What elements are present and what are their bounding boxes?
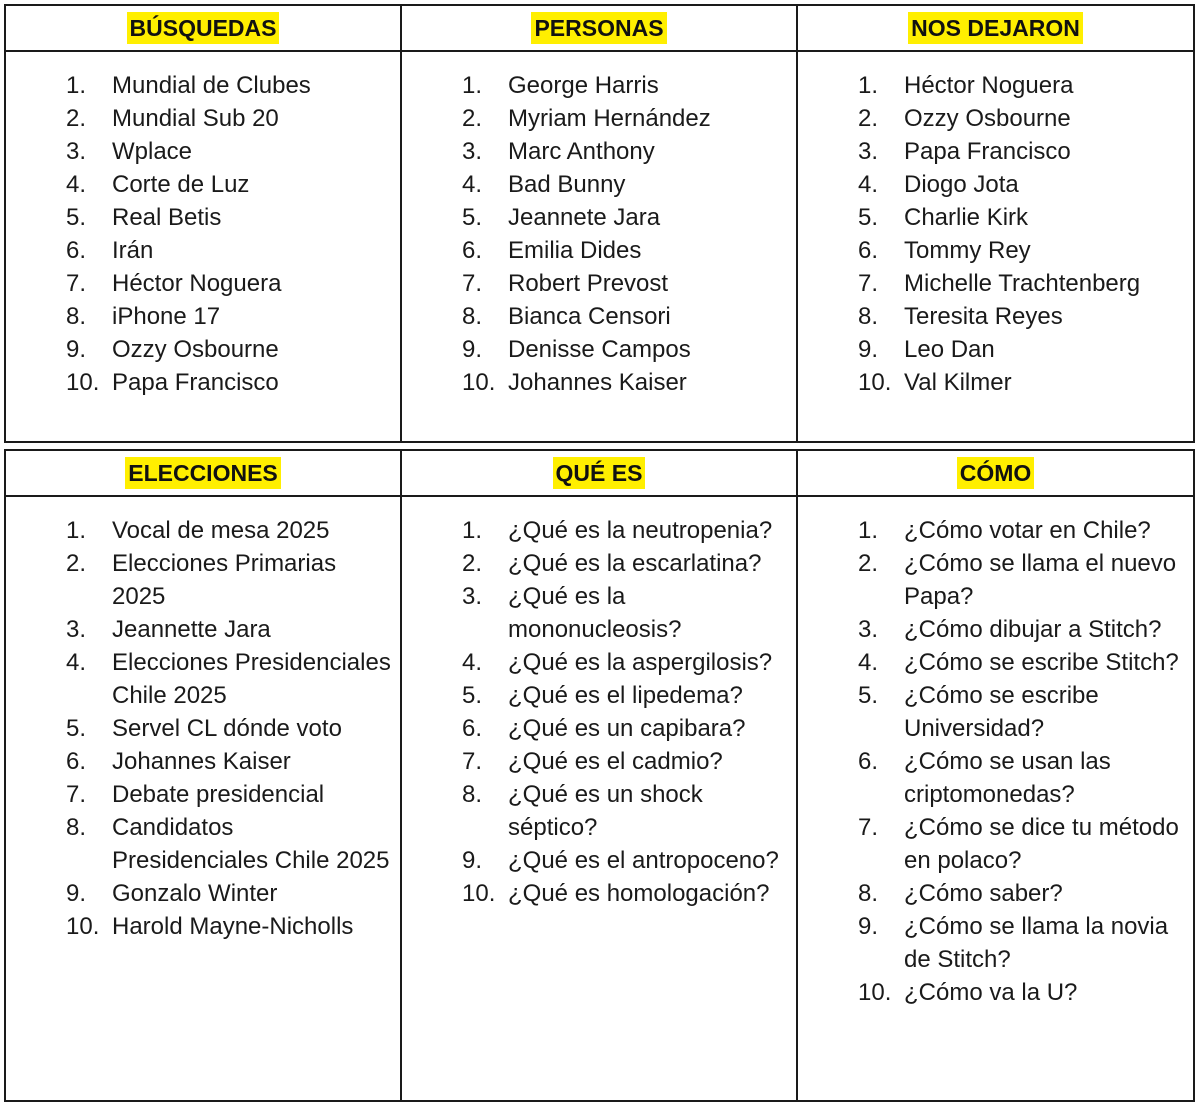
list-item bbox=[402, 514, 796, 547]
item-number: 5. bbox=[858, 204, 879, 231]
item-text: ¿Cómo se escribe Stitch? bbox=[904, 649, 1179, 676]
item-text: George Harris bbox=[508, 72, 659, 99]
list-item bbox=[402, 844, 796, 877]
list-item bbox=[798, 811, 1193, 877]
busquedas-heading: BÚSQUEDAS bbox=[127, 12, 280, 44]
list-item bbox=[798, 102, 1193, 135]
list-item bbox=[798, 300, 1193, 333]
list-item bbox=[402, 679, 796, 712]
que-es-header-cell bbox=[401, 450, 797, 496]
item-text: Tommy Rey bbox=[904, 237, 1031, 264]
list-item bbox=[798, 514, 1193, 547]
item-text: Ozzy Osbourne bbox=[112, 336, 279, 363]
item-number: 5. bbox=[66, 204, 87, 231]
list-item bbox=[402, 201, 796, 234]
item-text: ¿Cómo saber? bbox=[904, 880, 1063, 907]
item-text: Vocal de mesa 2025 bbox=[112, 517, 330, 544]
item-text: Héctor Noguera bbox=[112, 270, 282, 297]
item-text: Myriam Hernández bbox=[508, 105, 711, 132]
item-number: 1. bbox=[858, 72, 879, 99]
que-es-heading: QUÉ ES bbox=[553, 457, 646, 489]
item-text: Marc Anthony bbox=[508, 138, 655, 165]
elecciones-list bbox=[6, 497, 400, 943]
list-item bbox=[798, 168, 1193, 201]
item-text: ¿Qué es homologación? bbox=[508, 880, 770, 907]
item-number: 6. bbox=[66, 237, 87, 264]
como-heading: CÓMO bbox=[957, 457, 1035, 489]
bottom-ranking-table bbox=[4, 449, 1195, 1102]
item-text: Mundial Sub 20 bbox=[112, 105, 279, 132]
item-number: 2. bbox=[858, 105, 879, 132]
item-text: ¿Cómo se dice tu método en polaco? bbox=[904, 814, 1179, 874]
elecciones-cell bbox=[5, 496, 401, 1101]
item-text: iPhone 17 bbox=[112, 303, 221, 330]
item-text: Johannes Kaiser bbox=[112, 748, 291, 775]
top-ranking-table bbox=[4, 4, 1195, 443]
bottom-header-row bbox=[5, 450, 1194, 496]
item-number: 4. bbox=[66, 649, 87, 676]
list-item bbox=[798, 366, 1193, 399]
item-number: 9. bbox=[462, 336, 483, 363]
list-item bbox=[798, 234, 1193, 267]
item-text: Candidatos Presidenciales Chile 2025 bbox=[112, 814, 390, 874]
nos-dejaron-header-cell bbox=[797, 5, 1194, 51]
bottom-body-row bbox=[5, 496, 1194, 1101]
list-item bbox=[402, 102, 796, 135]
list-item bbox=[798, 976, 1193, 1009]
item-number: 3. bbox=[858, 616, 879, 643]
item-number: 10. bbox=[462, 369, 496, 396]
item-number: 8. bbox=[858, 303, 879, 330]
item-number: 2. bbox=[462, 550, 483, 577]
item-text: ¿Qué es el lipedema? bbox=[508, 682, 743, 709]
como-list bbox=[798, 497, 1193, 1009]
list-item bbox=[798, 646, 1193, 679]
item-number: 9. bbox=[858, 913, 879, 940]
item-number: 4. bbox=[462, 171, 483, 198]
item-number: 7. bbox=[462, 748, 483, 775]
item-number: 8. bbox=[66, 814, 87, 841]
item-number: 5. bbox=[66, 715, 87, 742]
item-number: 8. bbox=[462, 781, 483, 808]
list-item bbox=[6, 811, 400, 877]
item-number: 8. bbox=[858, 880, 879, 907]
nos-dejaron-cell bbox=[797, 51, 1194, 442]
item-number: 3. bbox=[66, 616, 87, 643]
list-item bbox=[6, 201, 400, 234]
item-text: ¿Cómo se usan las criptomonedas? bbox=[904, 748, 1111, 808]
item-text: Corte de Luz bbox=[112, 171, 250, 198]
item-number: 4. bbox=[858, 649, 879, 676]
item-text: Leo Dan bbox=[904, 336, 995, 363]
item-text: Johannes Kaiser bbox=[508, 369, 687, 396]
item-number: 2. bbox=[66, 550, 87, 577]
elecciones-heading: ELECCIONES bbox=[125, 457, 281, 489]
item-text: Papa Francisco bbox=[112, 369, 279, 396]
item-text: ¿Cómo se escribe Universidad? bbox=[904, 682, 1099, 742]
item-text: Bad Bunny bbox=[508, 171, 626, 198]
item-number: 7. bbox=[462, 270, 483, 297]
item-number: 8. bbox=[66, 303, 87, 330]
item-number: 1. bbox=[858, 517, 879, 544]
item-number: 6. bbox=[858, 237, 879, 264]
nos-dejaron-list bbox=[798, 52, 1193, 399]
item-text: Harold Mayne-Nicholls bbox=[112, 913, 354, 940]
item-number: 2. bbox=[66, 105, 87, 132]
item-text: Bianca Censori bbox=[508, 303, 671, 330]
item-number: 1. bbox=[66, 517, 87, 544]
item-text: Debate presidencial bbox=[112, 781, 325, 808]
item-text: ¿Qué es la aspergilosis? bbox=[508, 649, 773, 676]
personas-header-cell bbox=[401, 5, 797, 51]
list-item bbox=[402, 168, 796, 201]
list-item bbox=[798, 547, 1193, 613]
nos-dejaron-heading: NOS DEJARON bbox=[908, 12, 1083, 44]
item-number: 5. bbox=[462, 204, 483, 231]
list-item bbox=[798, 135, 1193, 168]
item-number: 1. bbox=[462, 72, 483, 99]
personas-list bbox=[402, 52, 796, 399]
top-body-row bbox=[5, 51, 1194, 442]
list-item bbox=[402, 646, 796, 679]
list-item bbox=[402, 234, 796, 267]
item-number: 3. bbox=[462, 583, 483, 610]
item-text: Elecciones Primarias 2025 bbox=[112, 550, 337, 610]
item-text: Emilia Dides bbox=[508, 237, 642, 264]
list-item bbox=[798, 613, 1193, 646]
item-text: Mundial de Clubes bbox=[112, 72, 311, 99]
item-text: Robert Prevost bbox=[508, 270, 669, 297]
item-text: Michelle Trachtenberg bbox=[904, 270, 1141, 297]
que-es-list bbox=[402, 497, 796, 910]
item-text: ¿Cómo dibujar a Stitch? bbox=[904, 616, 1162, 643]
list-item bbox=[402, 712, 796, 745]
list-item bbox=[6, 168, 400, 201]
list-item bbox=[6, 712, 400, 745]
busquedas-header-cell bbox=[5, 5, 401, 51]
item-number: 1. bbox=[66, 72, 87, 99]
item-text: Elecciones Presidenciales Chile 2025 bbox=[112, 649, 391, 709]
item-number: 10. bbox=[462, 880, 496, 907]
item-text: Papa Francisco bbox=[904, 138, 1071, 165]
list-item bbox=[798, 69, 1193, 102]
item-text: Teresita Reyes bbox=[904, 303, 1063, 330]
item-text: ¿Qué es el cadmio? bbox=[508, 748, 723, 775]
list-item bbox=[6, 300, 400, 333]
top-header-row bbox=[5, 5, 1194, 51]
list-item bbox=[402, 333, 796, 366]
item-number: 10. bbox=[66, 913, 100, 940]
item-number: 2. bbox=[462, 105, 483, 132]
item-number: 7. bbox=[858, 270, 879, 297]
item-number: 5. bbox=[858, 682, 879, 709]
item-text: ¿Qué es la escarlatina? bbox=[508, 550, 762, 577]
item-number: 4. bbox=[858, 171, 879, 198]
item-number: 9. bbox=[66, 880, 87, 907]
item-text: ¿Cómo va la U? bbox=[904, 979, 1078, 1006]
item-number: 7. bbox=[66, 270, 87, 297]
item-text: ¿Cómo votar en Chile? bbox=[904, 517, 1151, 544]
item-number: 1. bbox=[462, 517, 483, 544]
list-item bbox=[6, 234, 400, 267]
list-item bbox=[6, 877, 400, 910]
item-number: 8. bbox=[462, 303, 483, 330]
list-item bbox=[798, 333, 1193, 366]
personas-cell bbox=[401, 51, 797, 442]
list-item bbox=[6, 547, 400, 613]
elecciones-header-cell bbox=[5, 450, 401, 496]
item-number: 9. bbox=[66, 336, 87, 363]
item-number: 3. bbox=[858, 138, 879, 165]
item-text: ¿Qué es la neutropenia? bbox=[508, 517, 773, 544]
list-item bbox=[402, 300, 796, 333]
item-text: ¿Cómo se llama la novia de Stitch? bbox=[904, 913, 1169, 973]
list-item bbox=[402, 877, 796, 910]
list-item bbox=[798, 745, 1193, 811]
item-text: Real Betis bbox=[112, 204, 222, 231]
item-number: 9. bbox=[858, 336, 879, 363]
personas-heading: PERSONAS bbox=[531, 12, 666, 44]
list-item bbox=[402, 135, 796, 168]
list-item bbox=[6, 267, 400, 300]
busquedas-list bbox=[6, 52, 400, 399]
list-item bbox=[6, 102, 400, 135]
item-text: ¿Cómo se llama el nuevo Papa? bbox=[904, 550, 1177, 610]
item-text: Jeannette Jara bbox=[112, 616, 271, 643]
item-text: Val Kilmer bbox=[904, 369, 1012, 396]
item-number: 10. bbox=[858, 979, 892, 1006]
item-number: 5. bbox=[462, 682, 483, 709]
list-item bbox=[6, 613, 400, 646]
list-item bbox=[798, 877, 1193, 910]
list-item bbox=[402, 69, 796, 102]
item-number: 4. bbox=[66, 171, 87, 198]
item-text: Irán bbox=[112, 237, 154, 264]
list-item bbox=[798, 201, 1193, 234]
item-number: 6. bbox=[462, 237, 483, 264]
list-item bbox=[402, 547, 796, 580]
item-text: ¿Qué es el antropoceno? bbox=[508, 847, 779, 874]
item-text: Gonzalo Winter bbox=[112, 880, 278, 907]
item-text: Héctor Noguera bbox=[904, 72, 1074, 99]
item-number: 7. bbox=[66, 781, 87, 808]
item-text: Ozzy Osbourne bbox=[904, 105, 1071, 132]
item-number: 10. bbox=[66, 369, 100, 396]
item-text: ¿Qué es la mononucleosis? bbox=[508, 583, 682, 643]
como-cell bbox=[797, 496, 1194, 1101]
list-item bbox=[6, 69, 400, 102]
list-item bbox=[402, 580, 796, 646]
list-item bbox=[402, 745, 796, 778]
item-text: Diogo Jota bbox=[904, 171, 1019, 198]
list-item bbox=[6, 366, 400, 399]
item-number: 3. bbox=[66, 138, 87, 165]
list-item bbox=[6, 135, 400, 168]
item-number: 9. bbox=[462, 847, 483, 874]
list-item bbox=[6, 333, 400, 366]
item-number: 6. bbox=[462, 715, 483, 742]
item-text: ¿Qué es un shock séptico? bbox=[508, 781, 703, 841]
list-item bbox=[798, 267, 1193, 300]
item-number: 10. bbox=[858, 369, 892, 396]
list-item bbox=[798, 679, 1193, 745]
list-item bbox=[6, 778, 400, 811]
item-number: 7. bbox=[858, 814, 879, 841]
item-number: 6. bbox=[66, 748, 87, 775]
item-number: 6. bbox=[858, 748, 879, 775]
como-header-cell bbox=[797, 450, 1194, 496]
list-item bbox=[6, 646, 400, 712]
item-text: Wplace bbox=[112, 138, 193, 165]
que-es-cell bbox=[401, 496, 797, 1101]
item-text: Servel CL dónde voto bbox=[112, 715, 342, 742]
item-text: Charlie Kirk bbox=[904, 204, 1029, 231]
list-item bbox=[6, 514, 400, 547]
busquedas-cell bbox=[5, 51, 401, 442]
list-item bbox=[798, 910, 1193, 976]
list-item bbox=[402, 267, 796, 300]
list-item bbox=[402, 778, 796, 844]
item-number: 2. bbox=[858, 550, 879, 577]
item-number: 3. bbox=[462, 138, 483, 165]
item-number: 4. bbox=[462, 649, 483, 676]
list-item bbox=[402, 366, 796, 399]
item-text: Jeannete Jara bbox=[508, 204, 661, 231]
list-item bbox=[6, 910, 400, 943]
item-text: Denisse Campos bbox=[508, 336, 691, 363]
list-item bbox=[6, 745, 400, 778]
item-text: ¿Qué es un capibara? bbox=[508, 715, 746, 742]
